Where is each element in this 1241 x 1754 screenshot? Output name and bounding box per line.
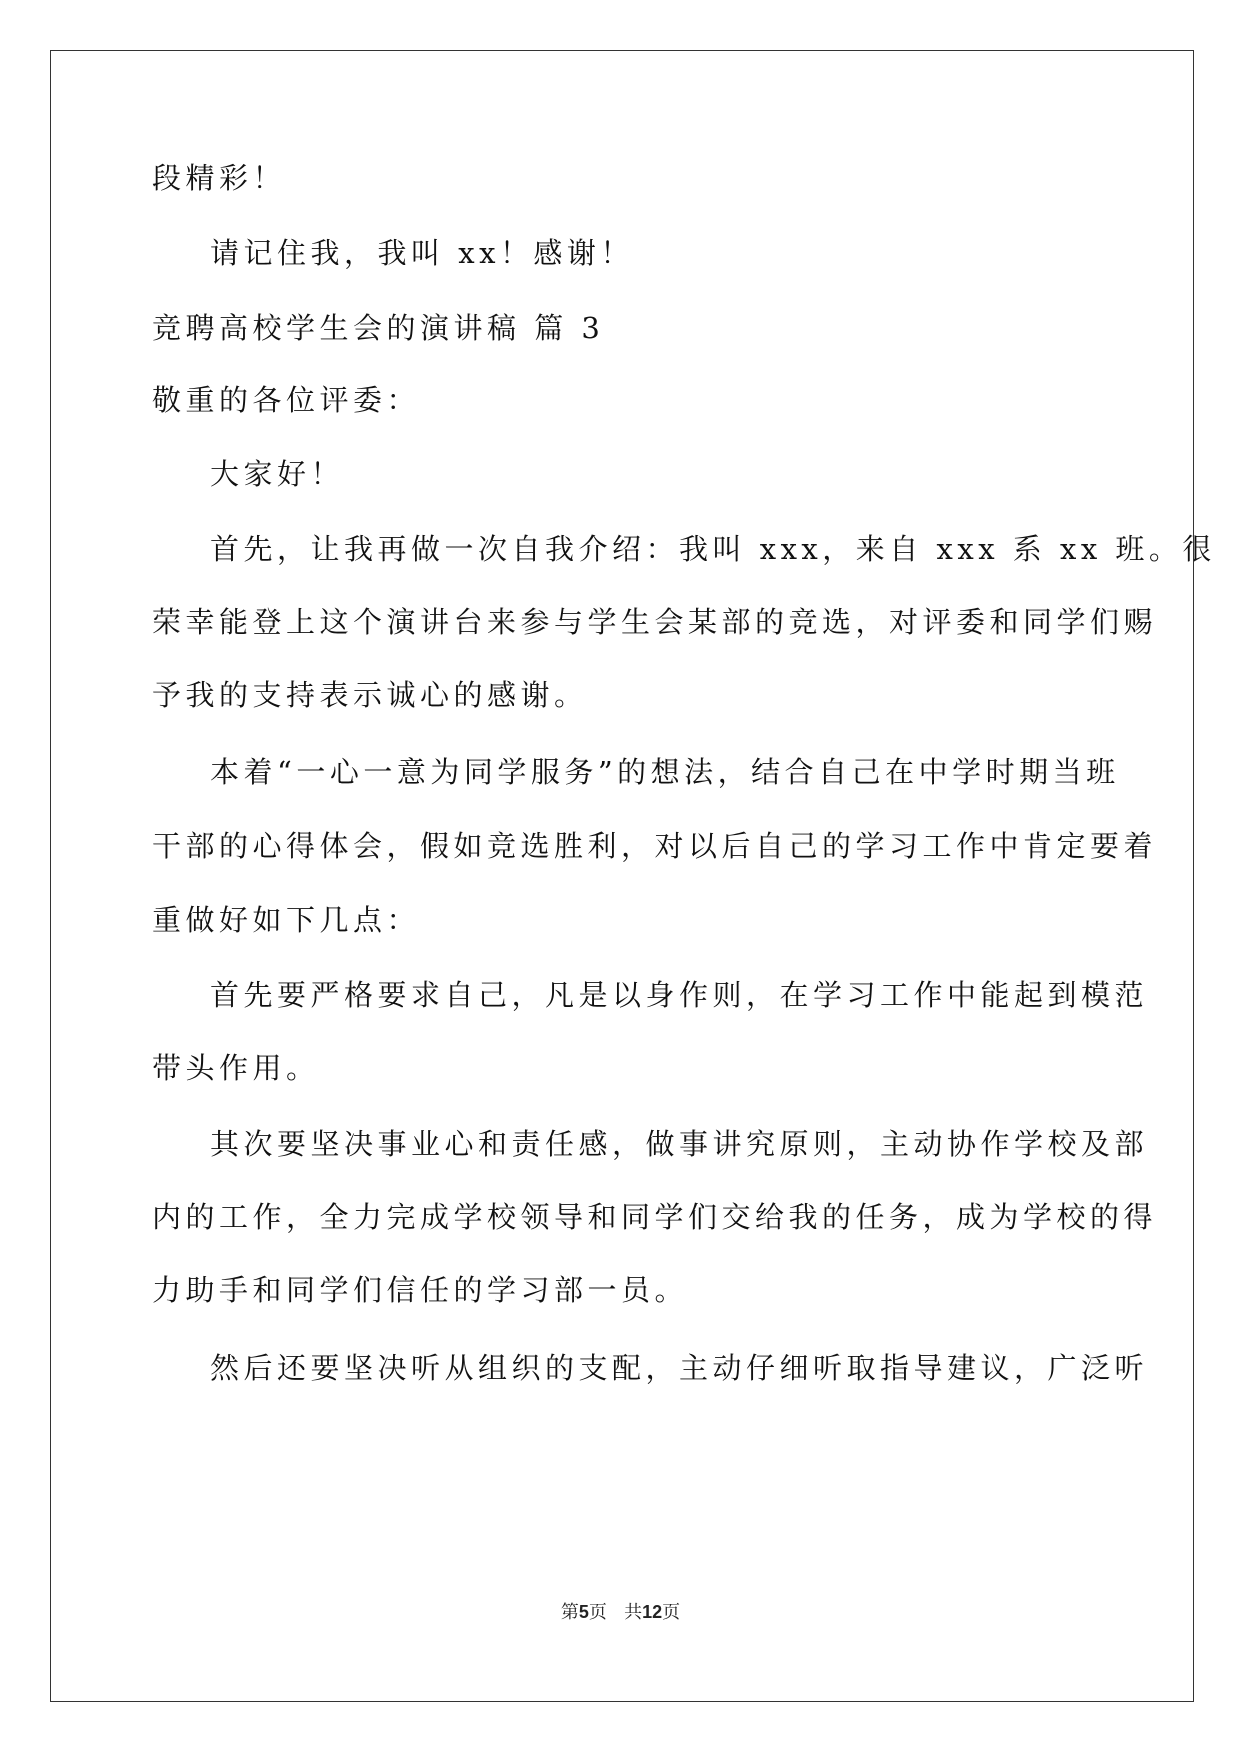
greeting: 大家好！ [210, 457, 345, 491]
text-line: 首先要严格要求自己，凡是以身作则，在学习工作中能起到模范 [210, 978, 1149, 1012]
text-line: 荣幸能登上这个演讲台来参与学生会某部的竞选，对评委和同学们赐 [152, 605, 1158, 639]
text-line: 干部的心得体会，假如竞选胜利，对以后自己的学习工作中肯定要着 [152, 829, 1158, 863]
text-line: 然后还要坚决听从组织的支配，主动仔细听取指导建议，广泛听 [210, 1351, 1149, 1385]
page-border [50, 50, 1194, 1702]
text-line: 力助手和同学们信任的学习部一员。 [152, 1273, 689, 1307]
text-line: 内的工作，全力完成学校领导和同学们交给我的任务，成为学校的得 [152, 1200, 1158, 1234]
text-line: 其次要坚决事业心和责任感，做事讲究原则，主动协作学校及部 [210, 1127, 1149, 1161]
text-line: 请记住我，我叫 xx！感谢！ [210, 236, 634, 270]
text-line: 重做好如下几点： [152, 903, 421, 937]
footer-total-prefix: 共 [624, 1602, 643, 1623]
text-line: 首先，让我再做一次自我介绍：我叫 xxx，来自 xxx 系 xx 班。很 [210, 532, 1216, 566]
text-line: 带头作用。 [152, 1051, 320, 1085]
total-pages: 12 [642, 1602, 663, 1622]
salutation: 敬重的各位评委： [152, 383, 421, 417]
text-line: 段精彩！ [152, 161, 287, 195]
footer-total-suffix: 页 [662, 1602, 681, 1623]
text-line: 本着“一心一意为同学服务”的想法，结合自己在中学时期当班 [210, 755, 1120, 789]
footer-prefix: 第 [560, 1602, 579, 1623]
page-number: 5 [578, 1602, 589, 1622]
page-footer [0, 1598, 1241, 1624]
text-line: 予我的支持表示诚心的感谢。 [152, 678, 588, 712]
section-heading: 竞聘高校学生会的演讲稿 篇 3 [152, 311, 605, 345]
footer-page-suffix: 页 [588, 1602, 607, 1623]
